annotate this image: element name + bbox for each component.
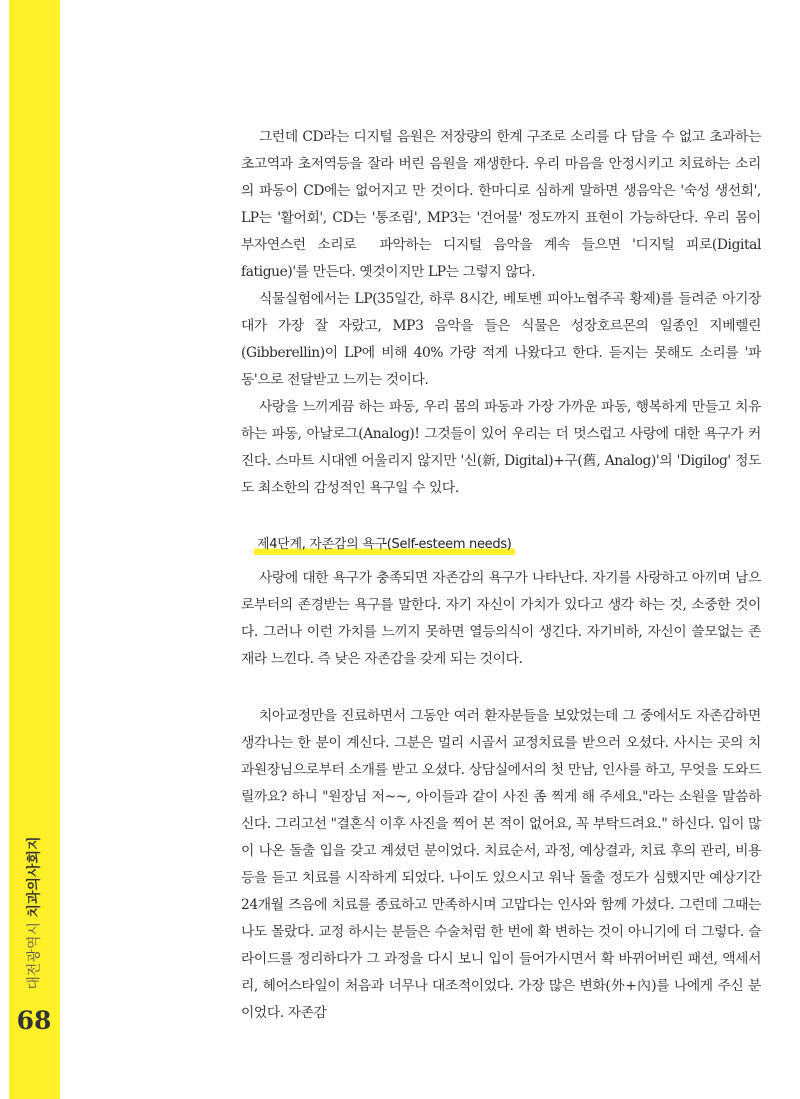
paragraph-plant-experiment: 식물실험에서는 LP(35일간, 하루 8시간, 베토벤 피아노협주곡 황제)를 들려준 아기장대가 가장 잘 자랐고, MP3 음악을 들은 식물은 성장호르몬의 일종인 지베렐린(Gibberellin)이 LP에 비해 40% 가량 적게 나왔다고 한다. 듣지는 못해도 소리를 '파동'으로 전달받고 느끼는 것이다. [241,291,761,388]
paragraph-analog-love: 사랑을 느끼게끔 하는 파동, 우리 몸의 파동과 가장 가까운 파동, 행복하게 만들고 치유하는 파동, 아날로그(Analog)! 그것들이 있어 우리는 더 멋스럽고 사랑에 대한 욕구가 커진다. 스마트 시대엔 어울리지 않지만 '신(新, Digital)+구(舊, Analog)'의 'Digilog' 정도도 최소한의 감성적인 욕구일 수 있다. [241,399,761,496]
paragraph-orthodontic-patient: 치아교정만을 진료하면서 그동안 여러 환자분들을 보았었는데 그 중에서도 자존감하면 생각나는 한 분이 계신다. 그분은 멀리 시골서 교정치료를 받으러 오셨다. 사시는 곳의 치과원장님으로부터 소개를 받고 오셨다. 상담실에서의 첫 만남, 인사를 하고, 무엇을 도와드릴까요? 하니 "원장님 저~~, 아이들과 같이 사진 좀 찍게 해 주세요."라는 소원을 말씀하신다. 그리고선 "결혼식 이후 사진을 찍어 본 적이 없어요, 꼭 부탁드려요." 하신다. 입이 많이 나온 돌출 입을 갖고 계셨던 분이었다. 치료순서, 과정, 예상결과, 치료 후의 관리, 비용 등을 듣고 치료를 시작하게 되었다. 나이도 있으시고 워낙 돌출 정도가 심했지만 예상기간 24개월 즈음에 치료를 종료하고 만족하시며 고맙다는 인사와 함께 가셨다. 그런데 그때는 나도 몰랐다. 교정 하시는 분들은 수술처럼 한 번에 확 변하는 것이 아니기에 더 그렇다. 슬라이드를 정리하다가 그 과정을 다시 보니 입이 들어가시면서 확 바뀌어버린 패션, 액세서리, 헤어스타일이 처음과 너무나 대조적이었다. 가장 많은 변화(外+內)를 나에게 주신 분이었다. 자존감 [241,708,765,1021]
paragraph-self-esteem-definition: 사랑에 대한 욕구가 충족되면 자존감의 욕구가 나타난다. 자기를 사랑하고 아끼며 남으로부터의 존경받는 욕구를 말한다. 자기 자신이 가치가 있다고 생각 하는 것, 소중한 것이다. 그러나 이런 가치를 느끼지 못하면 열등의식이 생긴다. 자기비하, 자신이 쓸모없는 존재라 느낀다. 즉 낮은 자존감을 갖게 되는 것이다. [241,570,761,667]
journal-title-text [24,836,44,989]
journal-title [11,838,57,988]
journal-title-prefix: 대전광역시 [27,921,44,990]
page-number: 68 [16,1006,52,1035]
section-heading-self-esteem: 제4단계, 자존감의 욕구(Self-esteem needs) [254,535,515,557]
paragraph-cd-digital-audio: 그런데 CD라는 디지털 음원은 저장량의 한계 구조로 소리를 다 담을 수 없고 초과하는 초고역과 초저역등을 잘라 버린 음원을 재생한다. 우리 마음을 안정시키고 치료하는 소리의 파동이 CD에는 없어지고 만 것이다. 한마디로 심하게 말하면 생음악은 '숙성 생선회', LP는 '활어회', CD는 '통조림', MP3는 '건어물' 정도까지 표현이 가능하단다. 우리 몸이 부자연스런 소리로 파악하는 디지털 음악을 계속 들으면 '디지털 피로(Digital fatigue)'를 만든다. 옛것이지만 LP는 그렇지 않다. [241,129,765,280]
journal-title-main: 치과의사회지 [27,836,44,918]
